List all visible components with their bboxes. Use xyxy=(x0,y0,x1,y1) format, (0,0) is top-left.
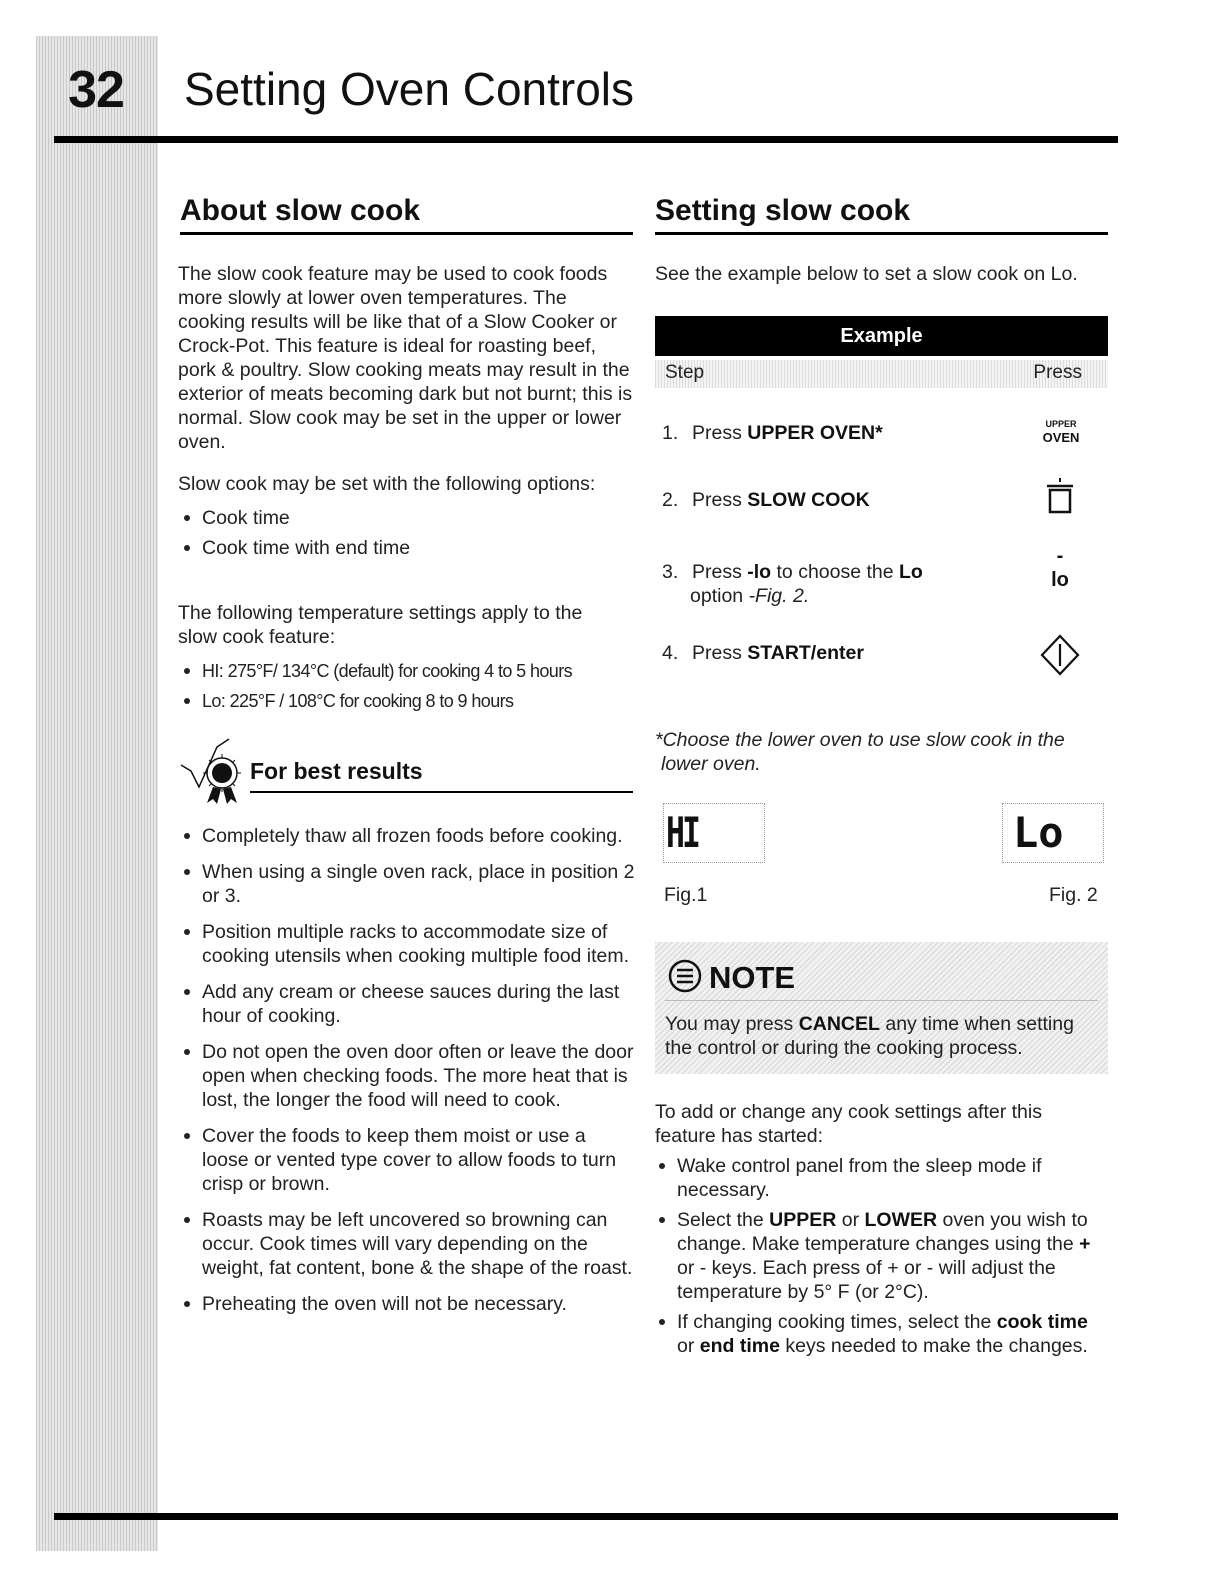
note-box xyxy=(655,942,1108,1074)
setting-heading: Setting slow cook xyxy=(655,194,1108,235)
about-heading: About slow cook xyxy=(180,194,633,235)
fig1-label: Fig.1 xyxy=(664,884,708,906)
options-list xyxy=(180,506,610,566)
list-item: Cover the foods to keep them moist or use a loose or vented type cover to allow foods to turn crisp or brown. xyxy=(180,1124,635,1196)
fig2-label: Fig. 2 xyxy=(1049,884,1098,906)
list-item: Lo: 225°F / 108°C for cooking 8 to 9 hours xyxy=(180,689,630,713)
fig2-display xyxy=(1002,803,1104,863)
list-item: Wake control panel from the sleep mode if necessary. xyxy=(655,1154,1100,1202)
example-header: Example xyxy=(655,316,1108,356)
page-title: Setting Oven Controls xyxy=(184,63,635,115)
temp-intro: The following temperature settings apply to the slow cook feature: xyxy=(178,602,583,648)
list-item: If changing cooking times, select the cook time or end time keys needed to make the changes. xyxy=(655,1310,1100,1358)
step-3: 3. Press -lo to choose the Lo option -Fig. 2. xyxy=(662,561,923,607)
step-1: 1. Press UPPER OVEN* xyxy=(662,422,883,444)
list-item: Position multiple racks to accommodate size of cooking utensils when cooking multiple food item. xyxy=(180,920,635,968)
start-enter-icon xyxy=(1040,634,1080,676)
list-item: Select the UPPER or LOWER oven you wish to change. Make temperature changes using the + or - keys. Each press of + or - will adjust the temperature by 5° F (or 2°C). xyxy=(655,1208,1100,1304)
about-intro: The slow cook feature may be used to cook foods more slowly at lower oven temperatures. The cooking results will be like that of a Slow Cooker or Crock-Pot. This feature is ideal for roasting beef, pork & poultry. Slow cooking meats may result in the exterior of meats becoming dark but not burnt; this is normal. Slow cook may be set in the upper or lower oven. xyxy=(178,263,633,453)
header-rule xyxy=(54,136,1118,143)
note-divider xyxy=(665,1000,1098,1001)
page-number: 32 xyxy=(68,61,124,119)
footer-rule xyxy=(54,1513,1118,1520)
lo-key-icon: - lo xyxy=(1051,545,1069,591)
list-item: Do not open the oven door often or leave the door open when checking foods. The more heat that is lost, the longer the food will need to cook. xyxy=(180,1040,635,1112)
best-results-heading: For best results xyxy=(250,758,633,793)
setting-intro: See the example below to set a slow cook on Lo. xyxy=(655,263,1078,285)
note-text: You may press CANCEL any time when setting the control or during the cooking process. xyxy=(665,1013,1074,1059)
temps-list xyxy=(180,659,630,719)
hi-readout: HI xyxy=(666,808,698,857)
list-item: Add any cream or cheese sauces during the last hour of cooking. xyxy=(180,980,635,1028)
list-item: Preheating the oven will not be necessary. xyxy=(180,1292,635,1316)
list-item: Cook time with end time xyxy=(180,536,610,560)
col-press-label: Press xyxy=(1033,362,1082,383)
fig1-display xyxy=(663,803,765,863)
step-press-header xyxy=(655,360,1108,388)
change-intro: To add or change any cook settings after this feature has started: xyxy=(655,1101,1042,1147)
upper-oven-key-icon: UPPER OVEN xyxy=(1042,419,1080,445)
lo-readout: Lo xyxy=(1013,808,1064,857)
page-sidebar-texture xyxy=(36,36,158,1551)
step-2: 2. Press SLOW COOK xyxy=(662,489,870,511)
note-icon xyxy=(667,958,703,1002)
list-item: Completely thaw all frozen foods before cooking. xyxy=(180,824,635,848)
best-results-list xyxy=(180,824,635,1328)
change-list xyxy=(655,1154,1100,1364)
options-intro: Slow cook may be set with the following options: xyxy=(178,473,596,495)
list-item: HI: 275°F/ 134°C (default) for cooking 4 to 5 hours xyxy=(180,659,630,683)
lower-oven-footnote: *Choose the lower oven to use slow cook in the lower oven. xyxy=(655,729,1065,775)
step-4: 4. Press START/enter xyxy=(662,642,864,664)
slow-cook-pot-icon xyxy=(1043,476,1077,516)
list-item: Roasts may be left uncovered so browning can occur. Cook times will vary depending on the weight, fat content, bone & the shape of the roast. xyxy=(180,1208,635,1280)
note-heading: NOTE xyxy=(667,958,795,1002)
award-ribbon-icon xyxy=(177,735,243,805)
list-item: Cook time xyxy=(180,506,610,530)
list-item: When using a single oven rack, place in position 2 or 3. xyxy=(180,860,635,908)
col-step-label: Step xyxy=(665,362,705,383)
